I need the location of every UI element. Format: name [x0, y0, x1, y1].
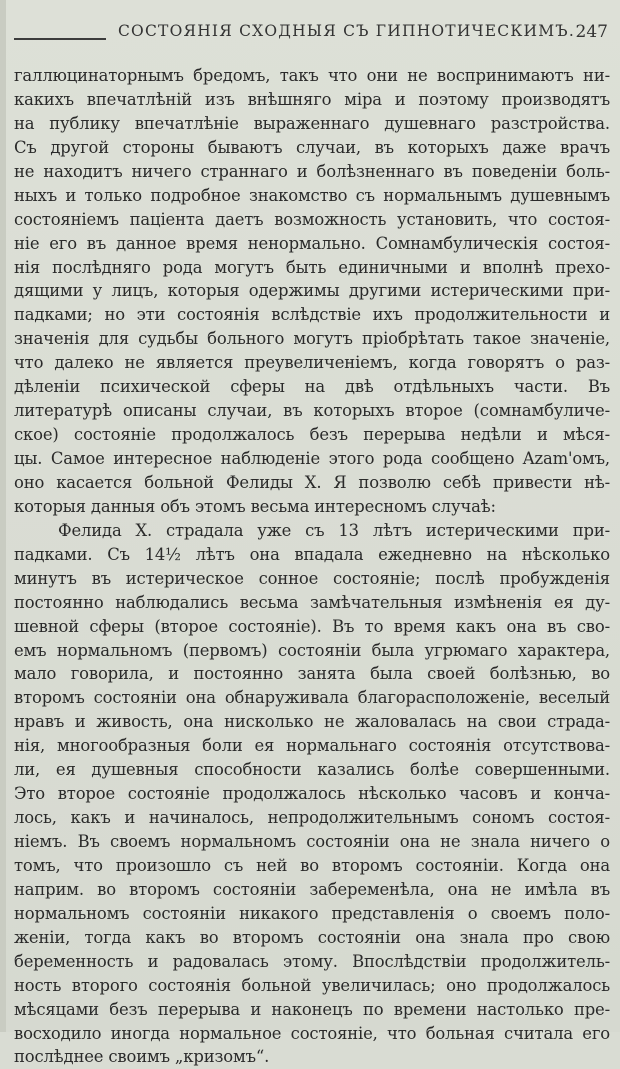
text-line: литературѣ описаны случаи, въ которыхъ второе (сомнамбуличе-: [14, 401, 610, 421]
text-line: на публику впечатлѣніе выраженнаго душевнаго разстройства.: [14, 113, 610, 133]
text-line: которыя данныя объ этомъ весьма интересномъ случаѣ:: [14, 496, 496, 516]
text-line: второмъ состояніи она обнаруживала благорасположеніе, веселый: [14, 688, 610, 708]
text-line: беременность и радовалась этому. Впослѣдствіи продолжитель-: [14, 951, 610, 971]
text-line: емъ нормальномъ (первомъ) состояніи была угрюмаго характера,: [14, 640, 610, 660]
text-line: значенія для судьбы больного могутъ пріобрѣтать такое значеніе,: [14, 329, 610, 349]
text-line: ли, ея душевныя способности казались болѣе совершенными.: [14, 760, 610, 780]
text-line: падками; но эти состоянія вслѣдствіе ихъ продолжительности и: [14, 305, 610, 325]
text-line: что далеко не является преувеличеніемъ, когда говорятъ о раз-: [14, 353, 610, 373]
text-line: лось, какъ и начиналось, непродолжительнымъ сономъ состоя-: [14, 808, 610, 828]
text-line: нія послѣдняго рода могутъ быть единичными и вполнѣ прехо-: [14, 257, 610, 277]
text-line: нравъ и живость, она нисколько не жаловалась на свои страда-: [14, 712, 610, 732]
text-line: нормальномъ состояніи никакого представленія о своемъ поло-: [14, 903, 610, 923]
text-line: минутъ въ истерическое сонное состояніе; послѣ пробужденія: [14, 568, 610, 588]
header-rule: [14, 38, 106, 40]
text-line: постоянно наблюдались весьма замѣчательныя измѣненія ея ду-: [14, 592, 610, 612]
body-text: [14, 64, 610, 1069]
text-line: послѣднее своимъ „кризомъ“.: [14, 1047, 270, 1067]
text-line: ское) состояніе продолжалось безъ перерыва недѣли и мѣся-: [14, 425, 610, 445]
text-line: наприм. во второмъ состояніи забеременѣла, она не имѣла въ: [14, 879, 610, 899]
text-line: мало говорила, и постоянно занята была своей болѣзнью, во: [14, 664, 610, 684]
text-line: ніемъ. Въ своемъ нормальномъ состояніи она не знала ничего о: [14, 832, 610, 851]
text-line: ность второго состоянія больной увеличилась; оно продолжалось: [14, 975, 610, 995]
text-line: шевной сферы (второе состояніе). Въ то время какъ она въ сво-: [14, 616, 610, 636]
text-line: ныхъ и только подробное знакомство съ нормальнымъ душевнымъ: [14, 185, 610, 205]
text-line: не находитъ ничего страннаго и болѣзненнаго въ поведеніи боль-: [14, 161, 610, 181]
text-line: нія, многообразныя боли ея нормальнаго состоянія отсутствова-: [14, 736, 610, 756]
text-line: ніе его въ данное время ненормально. Сомнамбулическія состоя-: [14, 233, 610, 253]
running-head: [14, 22, 612, 46]
text-line: состояніемъ паціента даетъ возможность установить, что состоя-: [14, 209, 610, 229]
text-line: дящими у лицъ, которыя одержимы другими истерическими при-: [14, 281, 610, 301]
page-number: 247: [575, 22, 608, 42]
text-line: цы. Самое интересное наблюденіе этого рода сообщено Azam'омъ,: [14, 449, 610, 468]
text-line: оно касается больной Фелиды X. Я позволю себѣ привести нѣ-: [14, 472, 610, 492]
text-line: Фелида X. страдала уже съ 13 лѣтъ истерическими при-: [58, 520, 610, 540]
text-line: дѣленіи психической сферы на двѣ отдѣльныхъ части. Въ: [14, 377, 610, 397]
text-line: какихъ впечатлѣній изъ внѣшняго міра и поэтому производятъ: [14, 89, 610, 109]
text-line: Это второе состояніе продолжалось нѣсколько часовъ и конча-: [14, 784, 610, 804]
text-line: Съ другой стороны бываютъ случаи, въ которыхъ даже врачъ: [14, 137, 610, 157]
text-line: томъ, что произошло съ ней во второмъ состояніи. Когда она: [14, 855, 610, 875]
running-head-title: СОСТОЯНІЯ СХОДНЫЯ СЪ ГИПНОТИЧЕСКИМЪ.: [118, 22, 575, 40]
text-line: галлюцинаторнымъ бредомъ, такъ что они не воспринимаютъ ни-: [14, 66, 610, 85]
page-edge: [0, 0, 6, 1032]
text-line: падками. Съ 14½ лѣтъ она впадала ежедневно на нѣсколько: [14, 544, 610, 564]
text-line: восходило иногда нормальное состояніе, что больная считала его: [14, 1023, 610, 1043]
text-line: женіи, тогда какъ во второмъ состояніи она знала про свою: [14, 927, 610, 947]
text-line: мѣсяцами безъ перерыва и наконецъ по времени настолько пре-: [14, 999, 610, 1019]
